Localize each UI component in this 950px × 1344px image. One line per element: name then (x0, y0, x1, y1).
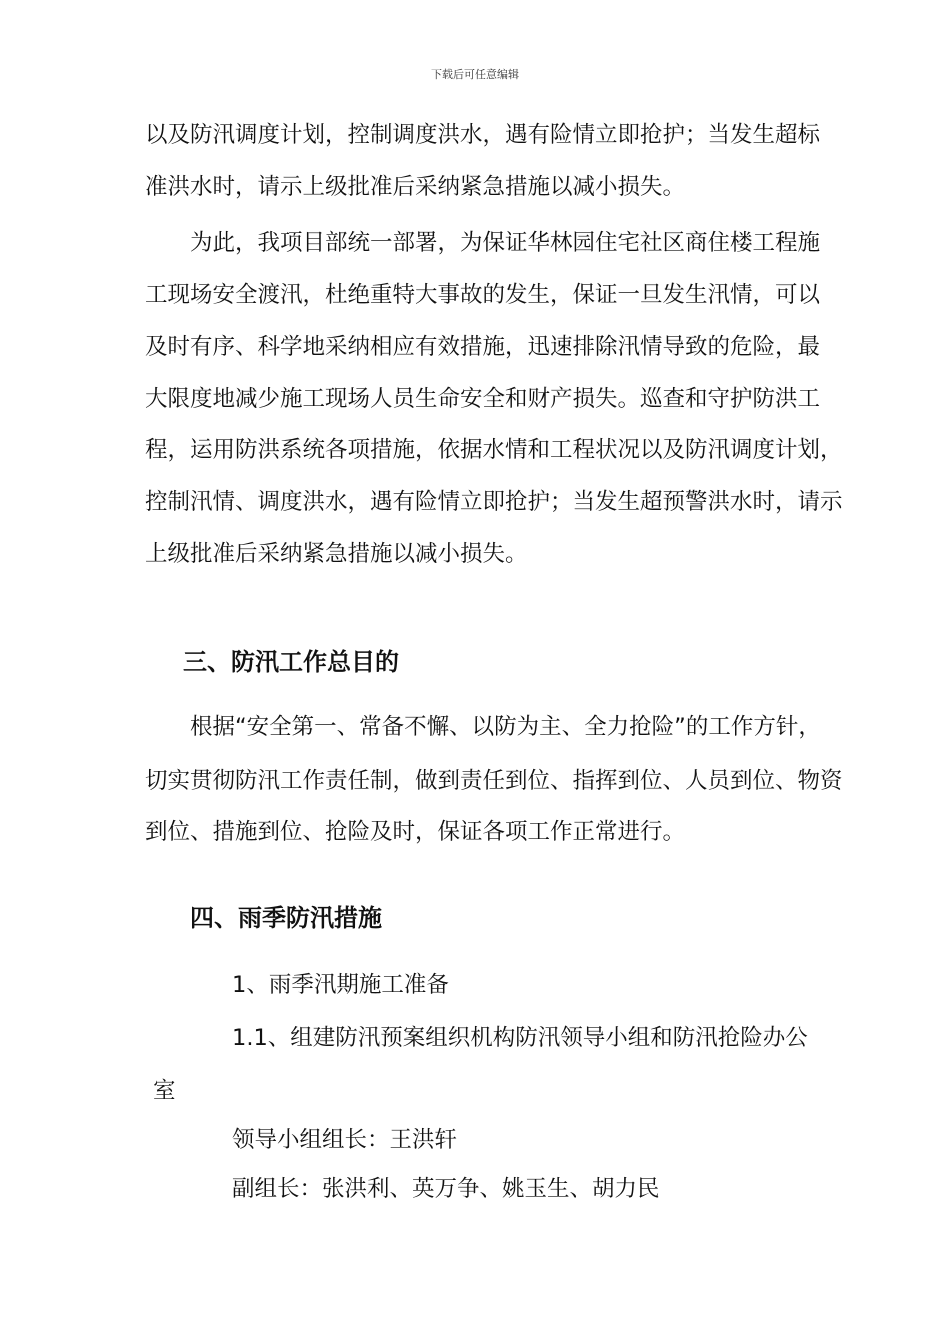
text-line: 上级批准后采纳紧急措施以减小损失。 (145, 541, 528, 567)
deputy-line: 副组长：张洪利、英万争、姚玉生、胡力民 (232, 1176, 660, 1202)
text-line: 切实贯彻防汛工作责任制，做到责任到位、指挥到位、人员到位、物资 (145, 768, 843, 794)
text-line: 大限度地减少施工现场人员生命安全和财产损失。巡查和守护防洪工 (145, 386, 821, 412)
text-line: 准洪水时，请示上级批准后采纳紧急措施以减小损失。 (145, 174, 686, 200)
text-line: 以及防汛调度计划，控制调度洪水，遇有险情立即抢护；当发生超标 (145, 122, 821, 148)
text-line: 1.1、组建防汛预案组织机构防汛领导小组和防汛抢险办公 (232, 1025, 808, 1051)
text-line: 为此，我项目部统一部署，为保证华林园住宅社区商住楼工程施 (190, 230, 821, 256)
page-header-note: 下载后可任意编辑 (431, 68, 519, 81)
text-line: 程，运用防洪系统各项措施，依据水情和工程状况以及防汛调度计划， (145, 437, 843, 463)
section-heading-4: 四、雨季防汛措施 (190, 904, 382, 932)
text-line: 根据“安全第一、常备不懈、以防为主、全力抢险”的工作方针， (190, 714, 821, 740)
text-line: 工现场安全渡汛，杜绝重特大事故的发生，保证一旦发生汛情，可以 (145, 282, 821, 308)
text-line: 及时有序、科学地采纳相应有效措施，迅速排除汛情导致的危险，最 (145, 334, 821, 360)
text-line: 到位、措施到位、抢险及时，保证各项工作正常进行。 (145, 819, 686, 845)
text-line: 室 (153, 1078, 176, 1104)
subsection-title: 1、雨季汛期施工准备 (232, 972, 449, 998)
section-heading-3: 三、防汛工作总目的 (183, 648, 399, 676)
text-line: 控制汛情、调度洪水，遇有险情立即抢护；当发生超预警洪水时，请示 (145, 489, 843, 515)
leader-line: 领导小组组长：王洪轩 (232, 1127, 458, 1153)
